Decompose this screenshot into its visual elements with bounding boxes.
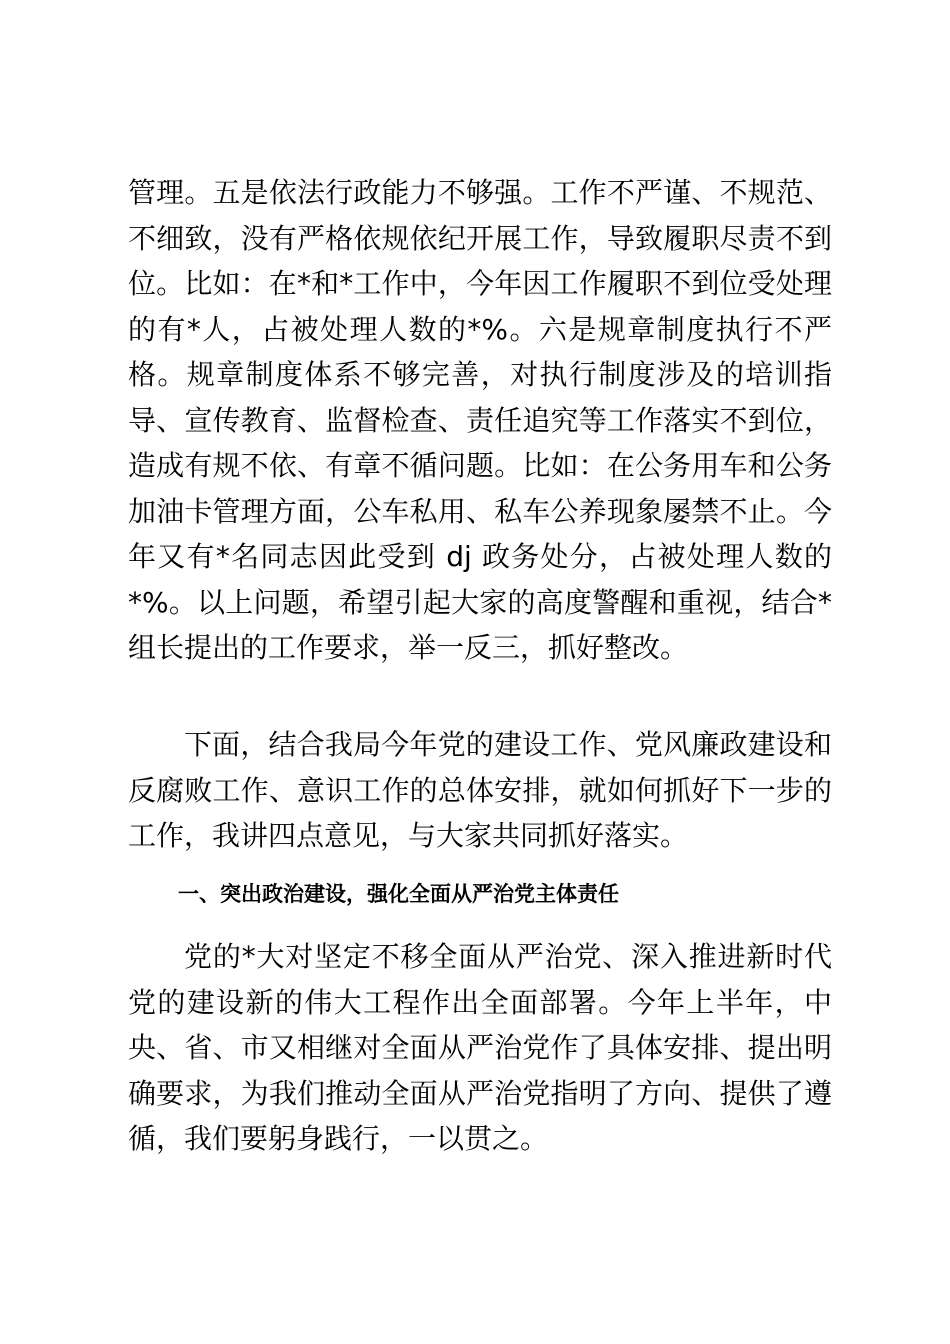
section-heading: 一、突出政治建设，强化全面从严治党主体责任 <box>178 882 619 906</box>
paragraph-section-one-body: 党的*大对坚定不移全面从严治党、深入推进新时代党的建设新的伟大工程作出全面部署。今年上半年，中央、省、市又相继对全面从严治党作了具体安排、提出明确要求，为我们推动全面从严治党指明了方向、提供了遵循，我们要躬身践行，一以贯之。 <box>128 940 832 1155</box>
paragraph-intro: 下面，结合我局今年党的建设工作、党风廉政建设和反腐败工作、意识工作的总体安排，就如何抓好下一步的工作，我讲四点意见，与大家共同抓好落实。 <box>128 728 832 852</box>
paragraph-continuation: 管理。五是依法行政能力不够强。工作不严谨、不规范、不细致，没有严格依规依纪开展工作，导致履职尽责不到位。比如：在*和*工作中，今年因工作履职不到位受处理的有*人，占被处理人数的*%。六是规章制度执行不严格。规章制度体系不够完善，对执行制度涉及的培训指导、宣传教育、监督检查、责任追究等工作落实不到位，造成有规不依、有章不循问题。比如：在公务用车和公务加油卡管理方面，公车私用、私车公养现象屡禁不止。今年又有*名同志因此受到 dj 政务处分，占被处理人数的*%。以上问题，希望引起大家的高度警醒和重视，结合*组长提出的工作要求，举一反三，抓好整改。 <box>128 176 832 664</box>
